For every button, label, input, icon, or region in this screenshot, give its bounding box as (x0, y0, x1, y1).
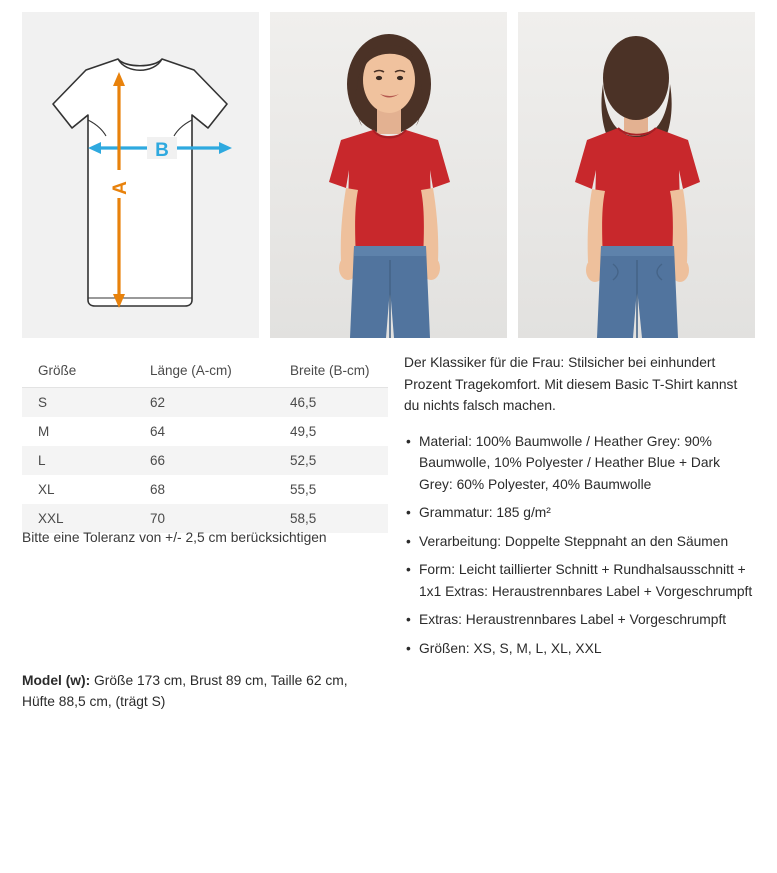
table-row (22, 475, 388, 504)
list-item: • Verarbeitung: Doppelte Steppnaht an den Säumen (404, 531, 756, 553)
list-item: • Extras: Heraustrennbares Label + Vorgeschrumpft (404, 609, 756, 631)
column-header-size: Größe (22, 356, 134, 388)
list-item: • Material: 100% Baumwolle / Heather Grey: 90% Baumwolle, 10% Polyester / Heather Blue + Dark Grey: 60% Polyester, 40% Baumwolle (404, 431, 756, 496)
cell-size: L (22, 446, 134, 475)
column-header-width: Breite (B-cm) (274, 356, 388, 388)
table-row (22, 388, 388, 418)
cell-length: 62 (134, 388, 274, 418)
table-header-row (22, 356, 388, 388)
list-item: • Größen: XS, S, M, L, XL, XXL (404, 638, 756, 660)
tshirt-technical-drawing (22, 12, 259, 338)
list-item: • Grammatur: 185 g/m² (404, 502, 756, 524)
description-bullet-list (404, 431, 756, 660)
product-image-row (22, 12, 755, 338)
table-row (22, 504, 388, 533)
description-intro: Der Klassiker für die Frau: Stilsicher bei einhundert Prozent Tragekomfort. Mit diesem Basic T-Shirt kannst du nichts falsch machen. (404, 355, 738, 414)
cell-width: 52,5 (274, 446, 388, 475)
cell-size: XL (22, 475, 134, 504)
cell-length: 70 (134, 504, 274, 533)
cell-width: 49,5 (274, 417, 388, 446)
label-a: A (110, 181, 131, 195)
cell-size: S (22, 388, 134, 418)
list-item: • Form: Leicht taillierter Schnitt + Rundhalsausschnitt + 1x1 Extras: Heraustrennbares Label + Vorgeschrumpft (404, 559, 756, 602)
model-back-photo[interactable] (518, 12, 755, 338)
label-b: B (155, 140, 169, 161)
table-row (22, 446, 388, 475)
cell-length: 64 (134, 417, 274, 446)
model-measurements-text: Größe 173 cm, Brust 89 cm, Taille 62 cm, Hüfte 88,5 cm, (trägt S) (22, 673, 348, 710)
size-chart-table (22, 356, 388, 533)
cell-length: 66 (134, 446, 274, 475)
model-front-photo[interactable] (270, 12, 507, 338)
tolerance-note: Bitte eine Toleranz von +/- 2,5 cm berücksichtigen (22, 530, 327, 545)
cell-width: 58,5 (274, 504, 388, 533)
table-row (22, 417, 388, 446)
cell-length: 68 (134, 475, 274, 504)
cell-size: M (22, 417, 134, 446)
model-label: Model (w): (22, 673, 91, 688)
cell-width: 55,5 (274, 475, 388, 504)
product-description (404, 352, 756, 666)
column-header-length: Länge (A-cm) (134, 356, 274, 388)
schematic-image-card[interactable] (22, 12, 259, 338)
cell-width: 46,5 (274, 388, 388, 418)
cell-size: XXL (22, 504, 134, 533)
model-measurements-note (22, 670, 382, 713)
